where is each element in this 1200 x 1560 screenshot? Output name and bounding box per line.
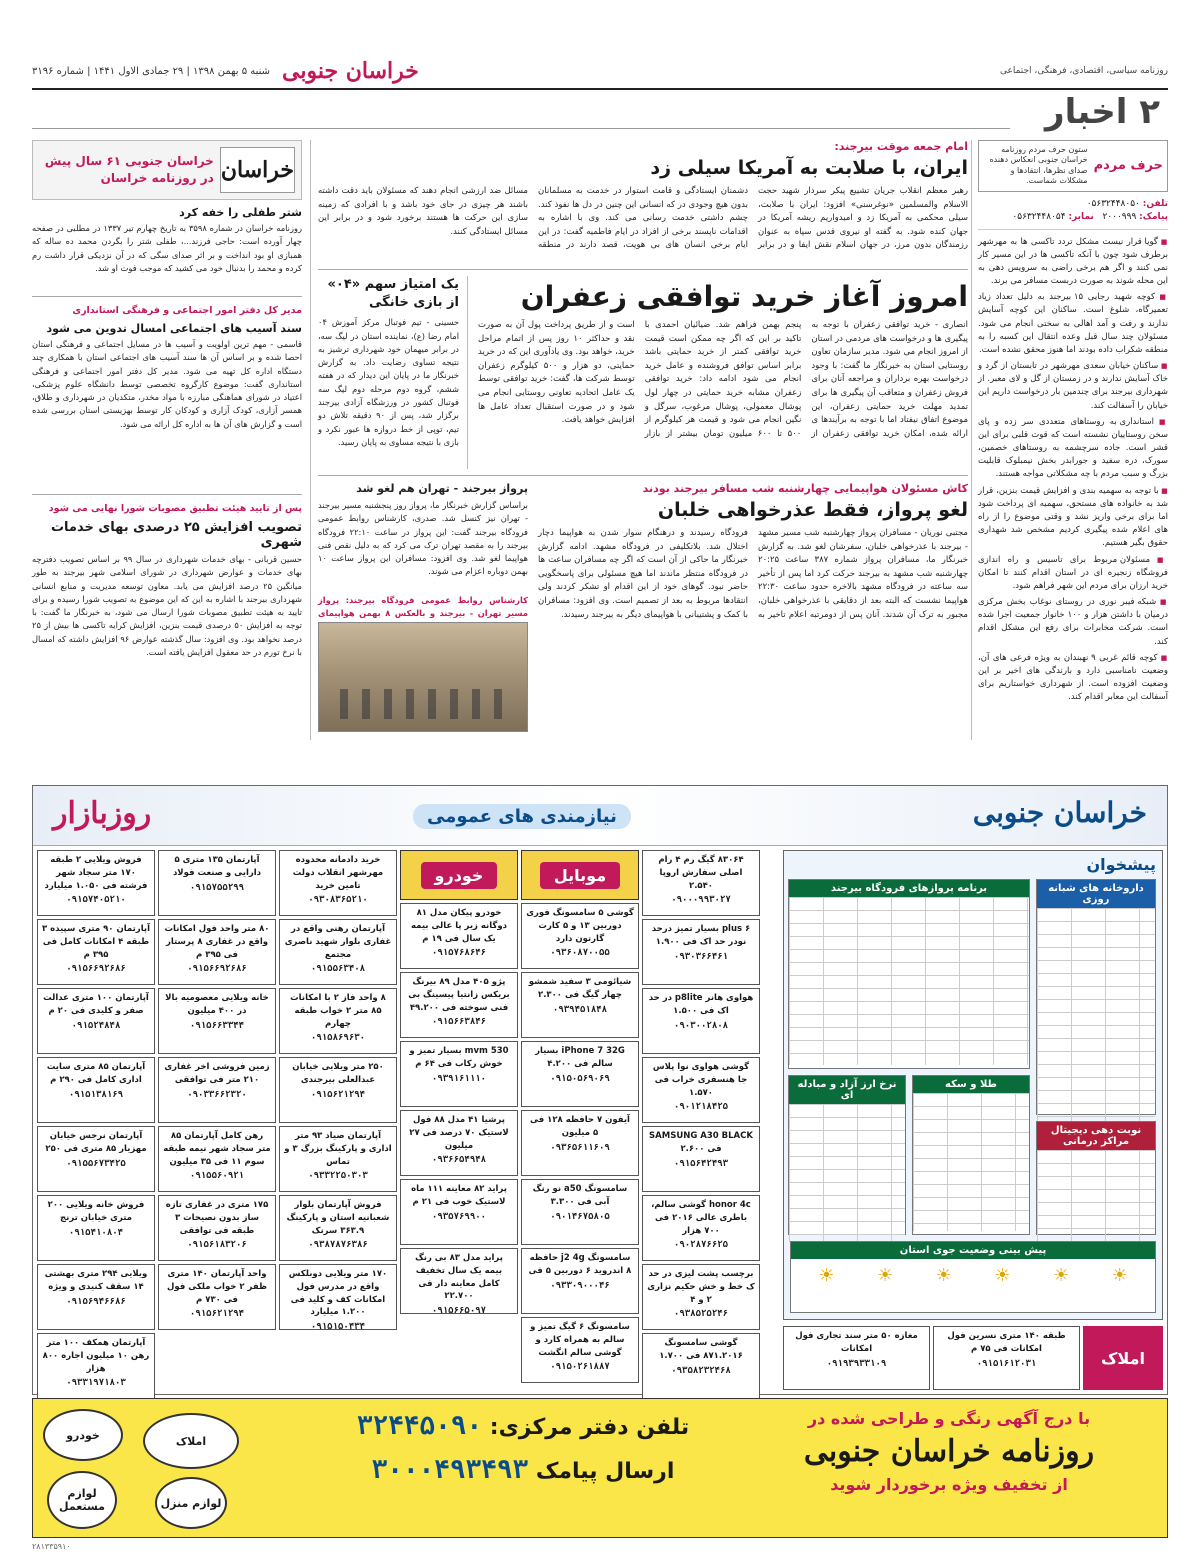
ad-item[interactable]: honor 4c گوشی سالم، باطری عالی ۲۰۱۶ فی ۷۰۰ هزار ۰۹۰۲۸۷۶۶۲۵ <box>642 1195 760 1261</box>
harf-mardom-sub: ستون حرف مردم روزنامه خراسان جنوبی انعکاس دهنده صدای نظرها، انتقادها و مشکلات شماست. <box>989 145 1088 186</box>
ad-item[interactable]: پراید ۸۲ معاینه ۱۱۱ ماه لاستیک خوب فی ۲۱ م ۰۹۳۵۷۶۹۹۰۰ <box>400 1179 518 1245</box>
story-city-services[interactable] <box>32 503 302 703</box>
story-row <box>318 276 968 469</box>
banner-contact <box>273 1411 773 1499</box>
sun-icon: ☀ <box>876 1265 894 1286</box>
pharmacy-title: داروخانه های شبانه روزی <box>1037 880 1155 908</box>
story-body: رهبر معظم انقلاب جریان تشییع پیکر سردار شهید حجت الاسلام والمسلمین «نوغرسنی» افزود: ایران با صلابت، سیلی محکمی به آمریکا زد و امیدواریم ریشه آمریکا در جهان کنده شود. به گفته او نیروی قدس سپاه به عنوان رزمندگان بدون مرز، در جهان اسلام نقش ایفا و در برابر دشمنان ایستادگی و قامت استوار در خدمت به مسلمانان بدون هیچ وجودی در که انسانی این چنین در دل ها نفوذ کند. چشم داشتی خدمت رسانی می کند. وی با اشاره به اقدامات ناپسند برخی از افراد در ایام فاطمیه گفت: در این ایام برخی انسان های بی هویت، قصد دارند در منطقه مسائل ضد ارزشی انجام دهند که مسئولان باید دقت داشته باشند هر چیزی در جای خود باشد و با افرادی که زمینه سازی این حرکت ها هستند برخورد شود و در برابر این مسائل ایستادگی کنند. <box>318 186 968 251</box>
ad-item[interactable]: آپارتمان رهنی واقع در غفاری بلوار شهید ناصری مجتمع ۰۹۱۵۵۶۳۴۰۸ <box>279 919 397 985</box>
table-grid <box>789 897 1029 1065</box>
ad-item[interactable]: سامسونگ a50 نو رنگ آبی فی ۳.۳۰۰ ۰۹۰۱۴۶۷۵۸۰۵ <box>521 1179 639 1245</box>
ad-column <box>400 850 518 1410</box>
ad-item[interactable]: پراید مدل ۸۳ بی رنگ بیمه یک سال تخفیف کامل معاینه دار فی ۲۲.۷۰۰ ۰۹۱۵۶۶۵۰۹۷ <box>400 1248 518 1314</box>
main-news <box>318 140 968 740</box>
ad-item[interactable]: مغازه ۵۰ متر سند تجاری فول امکانات ۰۹۱۹۳۹۳۳۱۰۹ <box>783 1326 930 1390</box>
ad-item[interactable]: رهن کامل آپارتمان ۸۵ متر سجاد شهر نیمه طبقه سوم ۱۱ فی ۳۵ میلیون ۰۹۱۵۵۶۰۹۲۱ <box>158 1126 276 1192</box>
ad-item[interactable]: واحد آپارتمان ۱۴۰ متری ظفر ۲ خواب ملکی فول فی ۷۳۰ م ۰۹۱۵۶۲۱۲۹۴ <box>158 1264 276 1330</box>
sun-icon: ☀ <box>1111 1265 1128 1286</box>
gold-title: طلا و سکه <box>913 1076 1029 1093</box>
divider <box>318 269 968 270</box>
ad-item[interactable]: خانه ویلایی معصومیه بالا در ۴۰۰ میلیون ۰۹۱۵۶۶۳۳۴۴ <box>158 988 276 1054</box>
story-kicker: پرواز بیرجند - تهران هم لغو شد <box>356 482 528 495</box>
ad-item[interactable]: گوشی ۵ سامسونگ فوری دوربین ۱۳ و ۵ کارت گارتون دارد ۰۹۳۶۰۸۷۰۰۵۵ <box>521 903 639 969</box>
khorasan-old-logo: خراسان <box>220 147 295 193</box>
story-headline: یک امتیاز سهم «۰۴» از بازی خانگی <box>327 277 459 311</box>
sun-icon: ☀ <box>935 1265 952 1286</box>
masthead <box>32 56 1168 86</box>
divider <box>32 494 302 495</box>
ad-column <box>279 850 397 1410</box>
bubble-car[interactable]: خودرو <box>43 1409 123 1461</box>
list-item: ■ شبکه فیبر نوری در روستای نوغاب بخش مرکزی درمیان با داشتن هزار و ۱۰۰ خانوار جمعیت اجرا شده است. شرکت مخابرات برای رفع این مشکل اقدام کند. <box>978 596 1168 649</box>
story-kicker: مدیر کل دفتر امور اجتماعی و فرهنگی استانداری <box>72 305 302 316</box>
section-rule <box>32 128 1010 129</box>
bubble-amlak[interactable]: املاک <box>143 1413 239 1469</box>
story-headline: سند آسیب های اجتماعی امسال تدوین می شود <box>46 322 302 335</box>
history-box[interactable] <box>32 140 302 200</box>
harf-mardom-items <box>978 236 1168 705</box>
ad-item[interactable]: هواوی هانر p8lite در حد اک فی ۱.۵۰۰ ۰۹۰۳۰۰۲۸۰۸ <box>642 988 760 1054</box>
newspaper-logo: خراسان جنوبی <box>282 58 419 84</box>
harf-mardom-header <box>978 140 1168 192</box>
story-body: قاسمی - مهم ترین اولویت و آسیب ها در مسایل اجتماعی و فرهنگی استان احصا شده و بر اساس آن ها سند آسیب های اجتماعی استان با همکاری چند دستگاه اداره کل تهیه می شود. مدیر کل دفتر امور اجتماعی و فرهنگی استانداری گفت: موضوع کارگروه تخصصی توسط دانشگاه علوم پزشکی، اعتیاد در شورای هماهنگی مبارزه با مواد مخدر، متکدیان در شهرداری و طلاق، همسر آزاری، کودک آزاری و کودکان کار توسط بهزیستی استان بررسی شده است و گزارش های آن ها به اداره کل ارائه می شود. <box>32 339 302 429</box>
weather-title: پیش بینی وضعیت جوی استان <box>791 1242 1155 1259</box>
top-rule <box>32 88 1168 90</box>
phone-label: تلفن: <box>1142 198 1168 209</box>
footer-code: ۲۸۱۳۳۵۹۱۰ <box>32 1542 71 1551</box>
story-row <box>318 482 968 747</box>
story-saffron[interactable] <box>478 276 968 469</box>
airport-photo <box>318 622 528 732</box>
story-tehran-flight[interactable] <box>318 482 528 747</box>
ad-item[interactable]: آپارتمان ۱۰۰ متری عدالت صفر و کلیدی فی ۲۰ م ۰۹۱۵۲۴۸۴۸ <box>37 988 155 1054</box>
ad-item[interactable]: plus ۶ بسیار تمیز درحد نودر حد اک فی ۱.۹۰۰ ۰۹۳۰۳۶۶۴۶۱ <box>642 919 760 985</box>
list-item: ■ ساکنان خیابان سعدی مهرشهر در تابستان از گرد و خاک آسایش ندارند و در زمستان از گل و لای معبر. از شهرداری بیرجند برای چندمین بار درخواست داریم این خیابان را آسفالت کند. <box>978 360 1168 413</box>
phone-number: ۰۵۶۳۲۴۴۸۰۵۰ <box>1086 198 1140 209</box>
ad-item[interactable]: ۱۷۵ متری در غفاری تازه ساز بدون نصیحات ۳ طبقه فی توافقی ۰۹۱۵۶۱۸۳۲۰۶ <box>158 1195 276 1261</box>
ad-item[interactable]: گوشی هواوی نوا پلاس جا هنسفری خراب فی ۱.۵۷۰ ۰۹۰۱۲۱۸۴۲۵ <box>642 1057 760 1123</box>
ad-item[interactable]: mvm 530 بسیار تمیز و خوش رکاب فی ۶۴ م ۰۹۳۹۱۶۱۱۱۰ <box>400 1041 518 1107</box>
harf-mardom-column <box>978 140 1168 730</box>
ad-item[interactable]: پژو ۴۰۵ مدل ۸۹ بیرنگ بریکس زانتیا پیسینگ بی فنی سوخته فی ۴۹.۲۰۰ ۰۹۱۵۶۶۳۸۴۶ <box>400 972 518 1038</box>
fax-number: ۰۵۶۳۲۴۴۸۰۵۴ <box>1012 212 1066 223</box>
ad-item[interactable]: فروش خانه ویلایی ۲۰۰ متری خیابان ترنج ۰۹۱۵۴۱۰۸۰۴ <box>37 1195 155 1261</box>
ad-item[interactable]: سامسونگ j2 4g حافظه ۸ اندروید ۶ دوربین ۵ فی ۰۹۳۳۰۹۰۰۰۴۶ <box>521 1248 639 1314</box>
sms-number: ۲۰۰۰۹۹۹ <box>1102 212 1137 223</box>
bubble-used-goods[interactable]: لوازم مستعمل <box>47 1471 117 1529</box>
tagline: روزنامه سیاسی، اقتصادی، فرهنگی، اجتماعی <box>999 66 1168 76</box>
category-mobile[interactable]: موبایل <box>521 850 639 900</box>
ad-item[interactable]: ویلایی ۲۹۴ متری بهشتی ۱۴ سقف کنیدی و ویژه ۰۹۱۵۶۹۴۶۶۸۶ <box>37 1264 155 1330</box>
ad-columns <box>37 850 760 1410</box>
story-football[interactable] <box>318 276 468 469</box>
story-flight-cancel[interactable] <box>538 482 968 747</box>
ad-item[interactable]: iPhone 7 32G بسیار سالم فی ۴.۲۰۰ ۰۹۱۵۰۵۶۹۰۶۹ <box>521 1041 639 1107</box>
ad-item[interactable]: فروش آپارتمان بلوار شعبانیه استان و پارکینگ ۳۶۳.۹ سرنک ۰۹۳۸۷۸۷۶۳۸۶ <box>279 1195 397 1261</box>
dialysis-title: نوبت دهی دیجیتال مراکز درمانی <box>1037 1122 1155 1150</box>
story-body: حسین قربانی - بهای خدمات شهرداری در سال ۹۹ بر اساس تصویب دفترچه بهای خدمات و عوارض شهرداری در شورای اسلامی شهر بیرجند به طور میانگین ۲۵ درصد افزایش می یابد. معاون توسعه مدیریت و منابع انسانی شهرداری بیرجند با اشاره به این که این موضوع به تصویب شورا رسیده و برای تایید به هیئت تطبیق مصوبات شورا ارسال می شود، به خبرنگار ما گفت: با توجه به افزایش ۵۰ درصدی قیمت بنزین، افزایش کرایه تاکسی ها بیش از ۲۵ درصد نخواهد بود. وی افزود: سال گذشته عوارض ۹۶ افزایش داشته که امسال با نرخ تورم در حد معقول افزایش یافته است. <box>32 554 302 657</box>
currency-title: نرخ ارز آزاد و مبادله ای <box>789 1076 905 1104</box>
sun-icon: ☀ <box>818 1265 835 1286</box>
list-item: ■ با توجه به سهمیه بندی و افزایش قیمت بنزین، قرار شد به خانواده های مستحق، سهمیه ای پرداخت شود اما برای برخی واریز نشد و وقتی موضوع را از راه های اعلام شده پیگیری کردیم مشخص شد شهداری حقوق بگیر هستیم. <box>978 485 1168 551</box>
banner-phone[interactable]: ۳۲۴۴۵۰۹۰ <box>356 1411 483 1441</box>
divider <box>32 296 302 297</box>
ad-item[interactable]: SAMSUNG A30 BLACK فی ۲.۶۰۰ ۰۹۱۵۶۴۲۴۹۳ <box>642 1126 760 1192</box>
story-body: براساس گزارش خبرنگار ما، پرواز روز پنجشنبه مسیر بیرجند - تهران نیز کنسل شد. صدری، کارشناس روابط عمومی فرودگاه بیرجند گفت: این پرواز در ساعت ۲۲:۱۰ فرودگاه بیرجند را به مقصد تهران ترک می کرد که به دلیل نقص فنی هواپیما لغو شد. وی افزود: مسافران این پرواز ساعت ۱۰ بهمن دوباره اعزام می شوند. <box>318 500 528 577</box>
phone-label: تلفن دفتر مرکزی: <box>489 1415 690 1440</box>
category-bubbles <box>43 1405 253 1533</box>
table-grid <box>1037 1150 1155 1242</box>
ad-item[interactable]: ۸۰ متر واحد فول امکانات واقع در غفاری ۸ پرستار فی ۳۹۵ م ۰۹۱۵۶۶۹۲۶۸۶ <box>158 919 276 985</box>
sms-label: پیامک: <box>1139 212 1168 223</box>
ad-item[interactable]: آپارتمان همکف ۱۰۰ متر رهن ۱۰ میلیون اجاره ۸۰۰ هزار ۰۹۳۳۱۹۷۱۸۰۳ <box>37 1333 155 1399</box>
dialysis-table <box>1036 1121 1156 1235</box>
list-item: ■ گویا قرار نیست مشکل تردد تاکسی ها به مهرشهر برطرف شود چون با آنکه تاکسی ها در این مسیر کار نمی کنند و اگر هم برخی راضی به سرویس دهی به این محله شوند به صورت دربست مسافر می برند. <box>978 236 1168 289</box>
sun-icon: ☀ <box>994 1265 1011 1286</box>
amlak-section <box>783 1326 1163 1390</box>
currency-table <box>788 1075 906 1235</box>
banner-line-2: روزنامه خراسان جنوبی <box>803 1434 1095 1469</box>
banner-phone-row <box>273 1411 773 1441</box>
roozbazar-title: روزبازار <box>53 796 152 831</box>
list-item: ■ مسئولان مربوط برای تاسیس و راه اندازی فروشگاه زنجیره ای در استان اقدام کنند تا امکان خرید ارزان برای مردم این شهر فراهم شود. <box>978 554 1168 594</box>
ad-item[interactable]: ۲۵۰ متر ویلایی خیابان عبدالعلی بیرجندی ۰۹۱۵۶۲۱۲۹۴ <box>279 1057 397 1123</box>
flight-table <box>788 879 1030 1069</box>
ad-item[interactable]: فروش ویلایی ۲ طبقه ۱۷۰ متر سجاد شهر فرشته فی ۱.۰۵۰ میلیارد ۰۹۱۵۷۴۰۵۲۱۰ <box>37 850 155 916</box>
table-grid <box>1037 908 1155 1122</box>
sms-label: ارسال پیامک <box>535 1459 675 1484</box>
sun-icon: ☀ <box>1052 1265 1070 1286</box>
ad-item[interactable]: خودرو پیکان مدل ۸۱ دوگانه زیر پا عالی بیمه یک سال فی ۱۹ م ۰۹۱۵۷۶۸۶۴۶ <box>400 903 518 969</box>
harf-mardom-title: حرف مردم <box>1093 158 1163 174</box>
fax-label: نمابر: <box>1068 212 1094 223</box>
story-imam-jomeh[interactable] <box>318 140 968 263</box>
list-item: ■ کوچه قائم غربی ۹ نهبندان به ویژه فرعی های آن، وضعیت نامناسبی دارد و بارندگی های اخیر بر این وضعیت افزوده است. از شهرداری خواستاریم برای آسفالت این معابر اقدام کند. <box>978 652 1168 705</box>
ad-item[interactable]: پرشیا ۴۱ مدل ۸۸ فول لاستیک ۷۰ درصد فی ۲۷ میلیون ۰۹۳۶۶۵۴۹۴۸ <box>400 1110 518 1176</box>
story-headline: ایران، با صلابت به آمریکا سیلی زد <box>650 157 968 179</box>
amlak-title[interactable]: املاک <box>1083 1326 1163 1390</box>
ad-item[interactable]: آپارتمان ۹۰ متری سپیده ۳ طبقه ۴ امکانات کامل فی ۳۹۵ م ۰۹۱۵۶۶۹۲۶۸۶ <box>37 919 155 985</box>
ad-item[interactable]: خرید دادمانه محدوده مهرشهر انقلاب دولت تامین خرید ۰۹۳۰۸۳۶۵۲۱۰ <box>279 850 397 916</box>
pishkhan-title: پیشخوان <box>1086 855 1156 874</box>
history-headline: شتر طفلی را خفه کرد <box>179 206 302 219</box>
ad-item[interactable]: آپارتمان صیاد ۹۳ متر اداری و پارکینگ بزرگ ۳ و تماس ۰۹۳۳۲۲۵۰۳۰۳ <box>279 1126 397 1192</box>
banner-sms-row <box>273 1455 773 1485</box>
story-kicker: پس از تایید هیئت تطبیق مصوبات شورا نهایی می شود <box>48 503 302 514</box>
ad-column <box>158 850 276 1410</box>
ad-column <box>37 850 155 1410</box>
ad-item[interactable]: ۱۷۰ متر ویلایی دوبلکس واقع در مدرس فول امکانات کف و کلید فی ۱.۲۰۰ میلیارد ۰۹۱۵۱۵۰۴۳۴ <box>279 1264 397 1330</box>
ad-item[interactable]: ۸ واحد فاز ۲ با امکانات ۸۵ متر ۲ خواب طبقه چهارم ۰۹۱۵۸۶۹۶۳۰ <box>279 988 397 1054</box>
table-grid <box>789 1104 905 1242</box>
pishkhan-services <box>783 850 1163 1320</box>
history-body: روزنامه خراسان در شماره ۳۵۹۸ به تاریخ چهارم تیر ۱۳۳۷ در مطلبی در صفحه چهار آورده است: حاجی فرزند...، طفلی شتر را بگردن محمد ده ساله که همبازی او بود انداخت و بر اثر صدای سگی که در آن نزدیکی قرار داشت رم کرده و محمد را بدنبال خود می کشید که موجب فوت او شد. <box>32 223 303 273</box>
niazmandi-title: نیازمندی های عمومی <box>413 804 631 829</box>
story-headline: لغو پرواز، فقط عذرخواهی خلبان <box>657 499 968 521</box>
ad-item[interactable]: شیائومی ۳ سفید شمشو چهار گیگ فی ۲.۳۰۰ ۰۹۳۹۴۵۱۸۴۸ <box>521 972 639 1038</box>
ads-header <box>33 786 1167 846</box>
gold-table <box>912 1075 1030 1235</box>
ad-item[interactable]: برچسب پشت لیزی در حد ک خط و خش حکیم نزاری ۲ و ۴ ۰۹۳۸۵۲۵۲۴۶ <box>642 1264 760 1330</box>
ad-item[interactable]: طبقه ۱۴۰ متری نسرین فول امکانات فی ۷۵ م ۰۹۱۵۱۶۱۲۰۳۱ <box>933 1326 1080 1390</box>
column-divider <box>310 140 311 740</box>
story-headline: امروز آغاز خرید توافقی زعفران <box>520 280 968 313</box>
list-item: ■ استانداری به روستاهای متعددی سر زده و پای سخن روستاییان نشسته است که قوت قلبی برای این قشر است. جاده سرچشمه به روستاهای خصمین، سورک، دره سفید و جورابدر بخش نیمبلوک قابلیت بزرگ و سبب مردم با چه مشکلاتی مواجه هستند. <box>978 416 1168 482</box>
ad-item[interactable]: ۸۳۰۶۴ گیگ رم ۴ رام اصلی سفارش اروپا ۲.۵۴۰ ۰۹۰۰۰۹۹۳۰۲۷ <box>642 850 760 916</box>
bubble-home-goods[interactable]: لوازم منزل <box>155 1477 227 1529</box>
divider <box>318 475 968 476</box>
section-title: ۲ اخبار <box>1045 92 1160 132</box>
ad-item[interactable]: آیفون ۷ حافظه ۱۲۸ فی ۵ میلیون ۰۹۳۶۵۶۱۱۶۰۹ <box>521 1110 639 1176</box>
story-body: مجتبی نوریان - مسافران پرواز چهارشنبه شب مسیر مشهد - بیرجند با عذرخواهی خلبان، سفرشان لغو شد. به گزارش خبرنگار ما، مسافران پرواز شماره ۳۸۷ ساعت ۲۰:۲۵ چهارشنبه شب مشهد به بیرجند حرکت کرد اما پس از تأخیر سه ساعته در فرودگاه مشهد بالاخره حدود ساعت ۲۲:۳۰ هواپیما نشست که البته بعد از دقایقی با عذرخواهی خلبان، مجبور به ترک آن شدند. آنان پس از دومرتبه اعلام تاخیر به فرودگاه رسیدند و درهنگام سوار شدن به هواپیما دچار اختلال شد. بلاتکلیفی در فرودگاه مشهد. ادامه گزارش خبرنگار ما حاکی از آن است که اگر چه مسافران ساعت ها در فرودگاه منتظر ماندند اما هیچ مسئولی برای پاسخگویی حاضر نبود. گوهای خود از این اقدام او تشکر کردند ولی انتقادها مربوط به بعد از تصمیم است. وی افزود: مسافران با کمک و پشتیبانی با هواپیمای دیگر به بیرجند رسیدند. <box>538 528 968 620</box>
ads-logo: خراسان جنوبی <box>972 796 1147 829</box>
category-car[interactable]: خودرو <box>400 850 518 900</box>
list-item: ■ کوچه شهید رجایی ۱۵ بیرجند به دلیل تعداد زیاد تعمیرگاه، شلوغ است. ساکنان این کوچه آسایش ندارند و رفت و آمد اهالی به سختی انجام می شود. مسئولان چند سال قبل وعده انتقال این کسبه را به منطقه شکراب داده بودند اما هنوز محقق نشده است. <box>978 291 1168 357</box>
classified-ads <box>32 785 1168 1395</box>
pharmacy-table <box>1036 879 1156 1115</box>
banner-line-1: با درج آگهی رنگی و طراحی شده در <box>807 1409 1091 1428</box>
ad-item[interactable]: زمین فروشی اخر غفاری ۲۱۰ متر فی توافقی ۰۹۰۳۳۶۶۲۳۲۰ <box>158 1057 276 1123</box>
story-kicker: کاش مسئولان هواپیمایی چهارشنبه شب مسافر بیرجند بودند <box>642 482 968 495</box>
ad-column <box>642 850 760 1410</box>
advertising-banner[interactable] <box>32 1398 1168 1538</box>
history-title: خراسان جنوبی ۶۱ سال پیش در روزنامه خراسان <box>44 154 214 185</box>
ad-column <box>521 850 639 1410</box>
story-social-harms[interactable] <box>32 305 302 488</box>
story-body: حسینی - تیم فوتبال مرکز آموزش ۰۴ امام رضا (ع)، نماینده استان در لیگ سه، در برابر میهمان خود شهرداری ترشیز به نتیجه تساوی رضایت داد. به گزارش خبرنگار ما در پایان این دیدار که در هفته ششم، گروه دوم مرحله دوم لیگ سه فوتبال کشور در ورزشگاه آزادی بیرجند برگزار شد، پس از ۹۰ دقیقه تلاش دو تیم، توپی از خط دروازه ها عبور نکرد و بازی با نتیجه مساوی به پایان رسید. <box>318 317 459 447</box>
flight-title: برنامه پروازهای فرودگاه بیرجند <box>789 880 1029 897</box>
banner-sms[interactable]: ۳۰۰۰۴۹۳۴۹۳ <box>371 1455 529 1485</box>
ad-item[interactable]: آپارتمان نرجس خیابان مهزیار ۸۵ متری فی ۲۵۰ ۰۹۱۵۵۶۷۳۴۲۵ <box>37 1126 155 1192</box>
banner-promo <box>749 1409 1149 1494</box>
story-body: انصاری - خرید توافقی زعفران با توجه به پیگیری ها و درخواست های مردمی در استان از امروز انجام می شود. مدیر سازمان تعاون روستایی استان به خبرنگار ما گفت: با وجود درخواست بهره برداران و مراجعه آنان برای فروش زعفران و متعاقب آن پیگیری ها برای تمدید مهلت خرید حمایتی زعفران، این موضوع اتفاق نیفتاد اما با توجه به برآیندها ی ارائه شده، امکان خرید توافقی زعفران از پنجم بهمن فراهم شد. ضیائیان احمدی با تاکید بر این که اگر چه ممکن است قیمت خرید توافقی کمتر از خرید حمایتی باشد برابر اساس توافق فروشنده و عامل خرید انجام می شود ادامه داد: خرید توافقی زعفران مشابه خرید حمایتی در چهار لول پوشال معمولی، پوشال مرغوب، سرگل و نگین انجام می شود و قیمت هر کیلوگرم از ۵۰۰ تا ۶۰۰ میلیون تومان بیشتر از بازار است و از طریق پرداخت پول آن به صورت نقد و حداکثر ۱۰ روز پس از اتمام مراحل خرید، خواهد بود. وی یادآوری این که در خرید حمایتی، دو هزار و ۵۰۰ کیلوگرم زعفران توسط شرکت ها، گفت: خرید توافقی توسط یک عامل اتحادیه تعاونی روستایی انجام می شود و در صورت استقبال تعداد عامل ها افزایش خواهد یافت. <box>478 320 968 439</box>
weather-icons <box>791 1259 1155 1292</box>
story-headline: تصویب افزایش ۲۵ درصدی بهای خدمات شهری <box>50 520 302 550</box>
column-divider <box>971 140 972 740</box>
ad-item[interactable]: آپارتمان ۱۳۵ متری ۵ دارایی و صنعت فولاد ۰۹۱۵۷۵۵۲۹۹ <box>158 850 276 916</box>
story-kicker: امام جمعه موقت بیرجند: <box>834 140 968 153</box>
weather-forecast <box>790 1241 1156 1313</box>
issue-date: شنبه ۵ بهمن ۱۳۹۸ | ۲۹ جمادی الاول ۱۴۴۱ | شماره ۳۱۹۶ <box>32 65 271 77</box>
left-column <box>32 140 302 740</box>
ad-item[interactable]: آپارتمان ۸۵ متری سایت اداری کامل فی ۲۹۰ م ۰۹۱۵۱۳۸۱۶۹ <box>37 1057 155 1123</box>
story-note: کارشناس روابط عمومی فرودگاه بیرجند: پرواز مسیر تهران - بیرجند و بالعکس ۸ بهمن هواپیمای <box>318 595 528 619</box>
banner-line-3: از تخفیف ویژه برخوردار شوید <box>830 1475 1068 1494</box>
ad-item[interactable]: گوشی سامسونگ ۸۷۱.۲۰۱۶ فی ۱.۷۰۰ ۰۹۳۵۸۲۳۲۴۶۸ <box>642 1333 760 1399</box>
table-grid <box>913 1093 1029 1231</box>
ad-item[interactable]: سامسونگ ۶ گیگ تمیز و سالم به همراه کارد و گوشی سالم انگشت ۰۹۱۵۰۲۶۱۸۸۷ <box>521 1317 639 1383</box>
contact-numbers <box>978 198 1168 230</box>
